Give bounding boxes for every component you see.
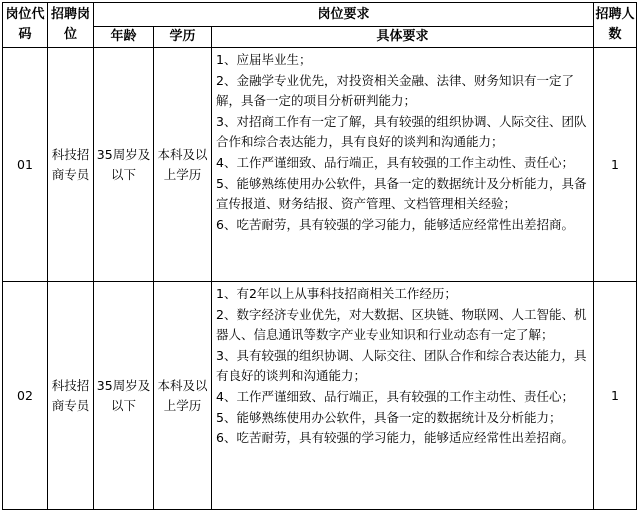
header-code: 岗位代码 — [5, 7, 45, 42]
requirement-item: 5、能够熟练使用办公软件，具备一定的数据统计及分析能力； — [216, 409, 562, 425]
header-row-1 — [3, 3, 637, 27]
requirement-item: 1、应届毕业生； — [216, 52, 312, 67]
row-requirements — [212, 48, 594, 282]
row-code: 01 — [3, 48, 48, 282]
header-position-cell — [48, 3, 94, 48]
header-count-cell — [594, 3, 637, 48]
requirement-item: 5、能够熟练使用办公软件，具备一定的数据统计及分析能力，具备宣传报道、财务结报、资产管理、文档管理相关经验； — [216, 175, 587, 212]
requirement-item: 6、吃苦耐劳，具有较强的学习能力，能够适应经常性出差招商。 — [216, 430, 574, 446]
row-code: 02 — [3, 282, 48, 510]
row-age: 35周岁及以下 — [94, 48, 154, 282]
requirement-item: 2、金融学专业优先，对投资相关金融、法律、财务知识有一定了解，具备一定的项目分析研判能力； — [216, 72, 574, 109]
requirement-item: 4、工作严谨细致、品行端正，具有较强的工作主动性、责任心； — [216, 388, 574, 404]
requirement-item: 1、有2年以上从事科技招商相关工作经历； — [216, 286, 457, 301]
job-requirements-table — [2, 2, 637, 510]
table-row — [3, 48, 637, 282]
requirement-item: 6、吃苦耐劳，具有较强的学习能力，能够适应经常性出差招商。 — [216, 216, 574, 232]
header-age: 年龄 — [94, 27, 154, 48]
requirement-item: 3、具有较强的组织协调、人际交往、团队合作和综合表达能力，具有良好的谈判和沟通能力； — [216, 347, 587, 384]
header-position: 招聘岗位 — [50, 7, 90, 42]
row-education: 本科及以上学历 — [154, 48, 212, 282]
requirement-item: 4、工作严谨细致、品行端正，具有较强的工作主动性、责任心； — [216, 154, 574, 170]
header-requirements-group: 岗位要求 — [94, 3, 594, 27]
requirement-item: 3、对招商工作有一定了解，具有较强的组织协调、人际交往、团队合作和综合表达能力，具有良好的谈判和沟通能力； — [216, 113, 587, 150]
row-age: 35周岁及以下 — [94, 282, 154, 510]
row-position: 科技招商专员 — [48, 282, 94, 510]
row-count: 1 — [594, 282, 637, 510]
table-row — [3, 282, 637, 510]
row-requirements — [212, 282, 594, 510]
header-specific: 具体要求 — [212, 27, 594, 48]
row-education: 本科及以上学历 — [154, 282, 212, 510]
row-position: 科技招商专员 — [48, 48, 94, 282]
header-code-cell — [3, 3, 48, 48]
header-count: 招聘人数 — [595, 7, 635, 42]
requirement-item: 2、数字经济专业优先，对大数据、区块链、物联网、人工智能、机器人、信息通讯等数字产业专业知识和行业动态有一定了解； — [216, 306, 587, 343]
header-row-2 — [3, 27, 637, 48]
row-count: 1 — [594, 48, 637, 282]
header-education: 学历 — [154, 27, 212, 48]
